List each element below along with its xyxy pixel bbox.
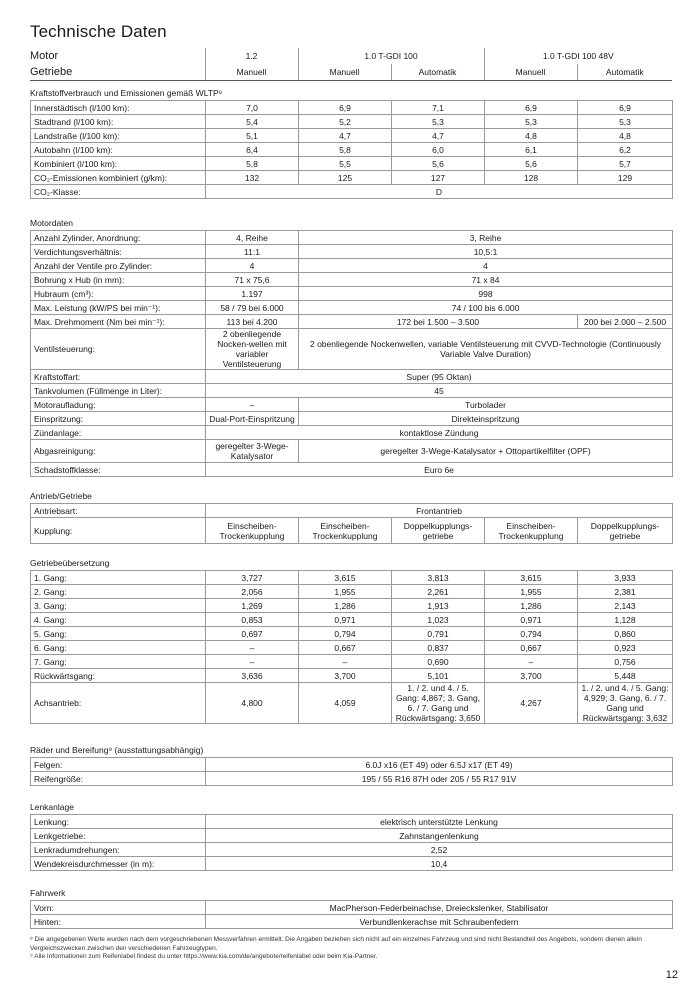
cell: geregelter 3-Wege-Katalysator	[206, 440, 299, 463]
cell: Turbolader	[299, 398, 673, 412]
table-row	[31, 259, 673, 273]
cell: 5,3	[578, 115, 673, 129]
table-row	[31, 370, 673, 384]
cell: 74 / 100 bis 6.000	[299, 301, 673, 315]
row-label: 5. Gang:	[31, 627, 206, 641]
cell: 127	[392, 171, 485, 185]
cell: 11:1	[206, 245, 299, 259]
cell: 6,2	[578, 143, 673, 157]
table-row	[31, 669, 673, 683]
cell: 3,615	[485, 571, 578, 585]
section-title-motordaten: Motordaten	[30, 218, 73, 228]
row-label: Felgen:	[31, 758, 206, 772]
cell: 6,1	[485, 143, 578, 157]
table-row	[31, 412, 673, 426]
page-title: Technische Daten	[30, 22, 167, 41]
cell: 0,667	[485, 641, 578, 655]
engine-col: 1.0 T-GDI 100	[298, 48, 484, 64]
cell: kontaktlose Zündung	[206, 426, 673, 440]
cell: 3,700	[299, 669, 392, 683]
table-row	[31, 440, 673, 463]
gearbox-col: Manuell	[484, 64, 577, 81]
section-title-fahrwerk: Fahrwerk	[30, 888, 66, 898]
cell: Verbundlenkerachse mit Schraubenfedern	[206, 915, 673, 929]
row-label: 7. Gang:	[31, 655, 206, 669]
table-row	[31, 315, 673, 329]
table-row	[31, 758, 673, 772]
cell: elektrisch unterstützte Lenkung	[206, 815, 673, 829]
cell: 1,128	[578, 613, 673, 627]
cell: 195 / 55 R16 87H oder 205 / 55 R17 91V	[206, 772, 673, 786]
table-row	[31, 171, 673, 185]
cell: Einscheiben-Trockenkupplung	[299, 518, 392, 544]
page-number: 12	[665, 969, 678, 981]
row-label: Max. Drehmoment (Nm bei min⁻¹):	[31, 315, 206, 329]
table-row	[31, 772, 673, 786]
cell: –	[206, 398, 299, 412]
uebersetzung-table	[30, 570, 673, 724]
cell: 0,853	[206, 613, 299, 627]
cell: 0,791	[392, 627, 485, 641]
cell: 4,7	[392, 129, 485, 143]
table-row	[31, 829, 673, 843]
table-row	[31, 815, 673, 829]
table-row	[31, 504, 673, 518]
cell: 4, Reihe	[206, 231, 299, 245]
cell: 4	[299, 259, 673, 273]
cell: 0,923	[578, 641, 673, 655]
section-title-verbrauch: Kraftstoffverbrauch und Emissionen gemäß WLTP⁸	[30, 88, 223, 98]
cell: 0,690	[392, 655, 485, 669]
table-row	[31, 245, 673, 259]
cell: 0,971	[299, 613, 392, 627]
cell: 0,794	[485, 627, 578, 641]
cell: Einscheiben-Trockenkupplung	[485, 518, 578, 544]
cell: 5,5	[299, 157, 392, 171]
cell: 5,6	[485, 157, 578, 171]
row-label: Innerstädtisch (l/100 km):	[31, 101, 206, 115]
cell: 7,0	[206, 101, 299, 115]
table-row	[31, 231, 673, 245]
engine-col: 1.0 T-GDI 100 48V	[484, 48, 672, 64]
table-row	[31, 655, 673, 669]
cell: 71 x 84	[299, 273, 673, 287]
footnotes	[30, 936, 670, 962]
row-label: Lenkung:	[31, 815, 206, 829]
cell: 0,971	[485, 613, 578, 627]
section-title-lenkanlage: Lenkanlage	[30, 802, 74, 812]
cell: geregelter 3-Wege-Katalysator + Ottopartikelfilter (OPF)	[299, 440, 673, 463]
cell: 1.197	[206, 287, 299, 301]
cell: 2,261	[392, 585, 485, 599]
row-label: Einspritzung:	[31, 412, 206, 426]
cell: 58 / 79 bei 6.000	[206, 301, 299, 315]
cell: MacPherson-Federbeinachse, Dreieckslenker, Stabilisator	[206, 901, 673, 915]
cell: 172 bei 1.500 – 3.500	[299, 315, 578, 329]
table-row	[31, 463, 673, 477]
cell: 71 x 75,6	[206, 273, 299, 287]
cell: 4,059	[299, 683, 392, 724]
cell: 1,913	[392, 599, 485, 613]
table-row	[31, 613, 673, 627]
row-label: Wendekreisdurchmesser (in m):	[31, 857, 206, 871]
row-label: Tankvolumen (Füllmenge in Liter):	[31, 384, 206, 398]
cell: –	[206, 655, 299, 669]
cell: –	[485, 655, 578, 669]
row-label: Verdichtungsverhältnis:	[31, 245, 206, 259]
cell: Doppelkupplungs-getriebe	[578, 518, 673, 544]
cell: 6,9	[485, 101, 578, 115]
cell: 2,056	[206, 585, 299, 599]
cell: Super (95 Oktan)	[206, 370, 673, 384]
cell: 200 bei 2.000 – 2.500	[578, 315, 673, 329]
motordaten-table	[30, 230, 673, 477]
cell: 5,3	[392, 115, 485, 129]
cell: 4,8	[578, 129, 673, 143]
cell: 6.0J x16 (ET 49) oder 6.5J x17 (ET 49)	[206, 758, 673, 772]
cell: 0,756	[578, 655, 673, 669]
table-row	[31, 599, 673, 613]
row-label: 6. Gang:	[31, 641, 206, 655]
cell: 1,269	[206, 599, 299, 613]
cell: Einscheiben-Trockenkupplung	[206, 518, 299, 544]
table-row	[31, 518, 673, 544]
table-row	[31, 426, 673, 440]
cell: 5,2	[299, 115, 392, 129]
cell: 1. / 2. und 4. / 5. Gang: 4,867; 3. Gang, 6. / 7. Gang und Rückwärtsgang: 3,650	[392, 683, 485, 724]
section-title-uebersetzung: Getriebeübersetzung	[30, 558, 110, 568]
table-row	[31, 843, 673, 857]
table-row	[31, 287, 673, 301]
lenkanlage-table	[30, 814, 673, 871]
table-row	[31, 157, 673, 171]
section-title-antrieb: Antrieb/Getriebe	[30, 491, 92, 501]
table-row	[31, 329, 673, 370]
row-label: Landstraße (l/100 km):	[31, 129, 206, 143]
row-label: Lenkgetriebe:	[31, 829, 206, 843]
cell: 1,023	[392, 613, 485, 627]
row-label: Rückwärtsgang:	[31, 669, 206, 683]
cell: 4,800	[206, 683, 299, 724]
cell: 0,860	[578, 627, 673, 641]
cell: 10,4	[206, 857, 673, 871]
table-row	[31, 857, 673, 871]
cell: 5,4	[206, 115, 299, 129]
cell: Direkteinspritzung	[299, 412, 673, 426]
table-row	[31, 585, 673, 599]
table-row	[31, 641, 673, 655]
cell: 1,286	[485, 599, 578, 613]
cell: 3,636	[206, 669, 299, 683]
cell: 10,5:1	[299, 245, 673, 259]
row-label: Achsantrieb:	[31, 683, 206, 724]
row-label: Kombiniert (l/100 km):	[31, 157, 206, 171]
table-row	[31, 571, 673, 585]
cell: 2,52	[206, 843, 673, 857]
cell: 128	[485, 171, 578, 185]
motor-label: Motor	[30, 50, 59, 62]
table-row	[31, 683, 673, 724]
cell: 5,6	[392, 157, 485, 171]
gearbox-col: Automatik	[577, 64, 672, 81]
cell: 6,4	[206, 143, 299, 157]
row-label: Zündanlage:	[31, 426, 206, 440]
cell: 3,700	[485, 669, 578, 683]
row-label: Anzahl der Ventile pro Zylinder:	[31, 259, 206, 273]
row-label: Hubraum (cm³):	[31, 287, 206, 301]
table-row	[31, 185, 673, 199]
cell: Zahnstangenlenkung	[206, 829, 673, 843]
table-row	[31, 273, 673, 287]
cell: 125	[299, 171, 392, 185]
row-label: 3. Gang:	[31, 599, 206, 613]
cell: 4	[206, 259, 299, 273]
row-label: Lenkradumdrehungen:	[31, 843, 206, 857]
table-row	[31, 129, 673, 143]
row-label: Stadtrand (l/100 km):	[31, 115, 206, 129]
cell: 6,9	[299, 101, 392, 115]
cell: 0,837	[392, 641, 485, 655]
table-row	[31, 901, 673, 915]
cell: Euro 6e	[206, 463, 673, 477]
cell: 113 bei 4.200	[206, 315, 299, 329]
table-row	[31, 627, 673, 641]
row-label: Kraftstoffart:	[31, 370, 206, 384]
row-label: Motoraufladung:	[31, 398, 206, 412]
row-label: Max. Leistung (kW/PS bei min⁻¹):	[31, 301, 206, 315]
cell: 4,267	[485, 683, 578, 724]
verbrauch-table	[30, 100, 673, 199]
row-label: Bohrung x Hub (in mm):	[31, 273, 206, 287]
cell: Frontantrieb	[206, 504, 673, 518]
engine-header-table	[30, 48, 672, 81]
cell: 3,615	[299, 571, 392, 585]
gearbox-col: Manuell	[298, 64, 391, 81]
table-row	[31, 301, 673, 315]
cell: 2 obenliegende Nockenwellen, variable Ventilsteuerung mit CVVD-Technologie (Continuously Variable Valve Duration)	[299, 329, 673, 370]
cell: 2,381	[578, 585, 673, 599]
cell: 5,448	[578, 669, 673, 683]
row-label: 1. Gang:	[31, 571, 206, 585]
cell: 4,8	[485, 129, 578, 143]
cell: 7,1	[392, 101, 485, 115]
cell: 2,143	[578, 599, 673, 613]
cell: 6,9	[578, 101, 673, 115]
row-label: CO₂-Klasse:	[31, 185, 206, 199]
cell: 1,955	[485, 585, 578, 599]
gearbox-col: Manuell	[205, 64, 298, 81]
cell: 1,286	[299, 599, 392, 613]
section-title-raeder: Räder und Bereifung⁹ (ausstattungsabhängig)	[30, 745, 204, 755]
footnote: ⁹ Alle Informationen zum Reifenlabel findest du unter https://www.kia.com/de/angebote/reifenlabel oder beim Kia-Partner.	[30, 953, 378, 960]
cell: 5,1	[206, 129, 299, 143]
row-label: Reifengröße:	[31, 772, 206, 786]
cell: 5,101	[392, 669, 485, 683]
cell: 129	[578, 171, 673, 185]
table-row	[31, 115, 673, 129]
cell: –	[206, 641, 299, 655]
row-label: Ventilsteuerung:	[31, 329, 206, 370]
cell: –	[299, 655, 392, 669]
cell: Doppelkupplungs-getriebe	[392, 518, 485, 544]
cell: 5,7	[578, 157, 673, 171]
row-label: Autobahn (l/100 km):	[31, 143, 206, 157]
table-row	[31, 398, 673, 412]
table-row	[31, 101, 673, 115]
row-label: Schadstoffklasse:	[31, 463, 206, 477]
cell: 2 obenliegende Nocken-wellen mit variabler Ventilsteuerung	[206, 329, 299, 370]
table-row	[31, 384, 673, 398]
cell: 998	[299, 287, 673, 301]
cell: 3,813	[392, 571, 485, 585]
raeder-table	[30, 757, 673, 786]
cell: 5,3	[485, 115, 578, 129]
cell: 6,0	[392, 143, 485, 157]
row-label: 4. Gang:	[31, 613, 206, 627]
cell: 1. / 2. und 4. / 5. Gang: 4,929; 3. Gang, 6. / 7. Gang und Rückwärtsgang: 3,632	[578, 683, 673, 724]
antrieb-table	[30, 503, 673, 544]
row-label: Antriebsart:	[31, 504, 206, 518]
cell: 1,955	[299, 585, 392, 599]
cell: 45	[206, 384, 673, 398]
cell: 0,794	[299, 627, 392, 641]
row-label: Vorn:	[31, 901, 206, 915]
row-label: Anzahl Zylinder, Anordnung:	[31, 231, 206, 245]
cell: 0,667	[299, 641, 392, 655]
row-label: Abgasreinigung:	[31, 440, 206, 463]
cell: 132	[206, 171, 299, 185]
footnote: ⁸ Die angegebenen Werte wurden nach dem vorgeschriebenen Messverfahren ermittelt. Die Angaben beziehen sich nicht auf ein einzelnes Fahrzeug und sind nicht Bestandteil des Angebots, sondern dienen allein Vergleichszwecken zwischen den verschiedenen Fahrzeugtypen.	[30, 936, 642, 952]
fahrwerk-table	[30, 900, 673, 929]
table-row	[31, 915, 673, 929]
row-label: 2. Gang:	[31, 585, 206, 599]
cell: 5,8	[206, 157, 299, 171]
engine-col: 1.2	[205, 48, 298, 64]
getriebe-label: Getriebe	[30, 64, 205, 81]
cell: 4,7	[299, 129, 392, 143]
cell: 3,933	[578, 571, 673, 585]
table-row	[31, 143, 673, 157]
row-label: Kupplung:	[31, 518, 206, 544]
cell: 5,8	[299, 143, 392, 157]
cell: D	[206, 185, 673, 199]
cell: 3, Reihe	[299, 231, 673, 245]
gearbox-col: Automatik	[391, 64, 484, 81]
row-label: Hinten:	[31, 915, 206, 929]
row-label: CO₂-Emissionen kombiniert (g/km):	[31, 171, 206, 185]
cell: 3,727	[206, 571, 299, 585]
cell: Dual-Port-Einspritzung	[206, 412, 299, 426]
cell: 0,697	[206, 627, 299, 641]
